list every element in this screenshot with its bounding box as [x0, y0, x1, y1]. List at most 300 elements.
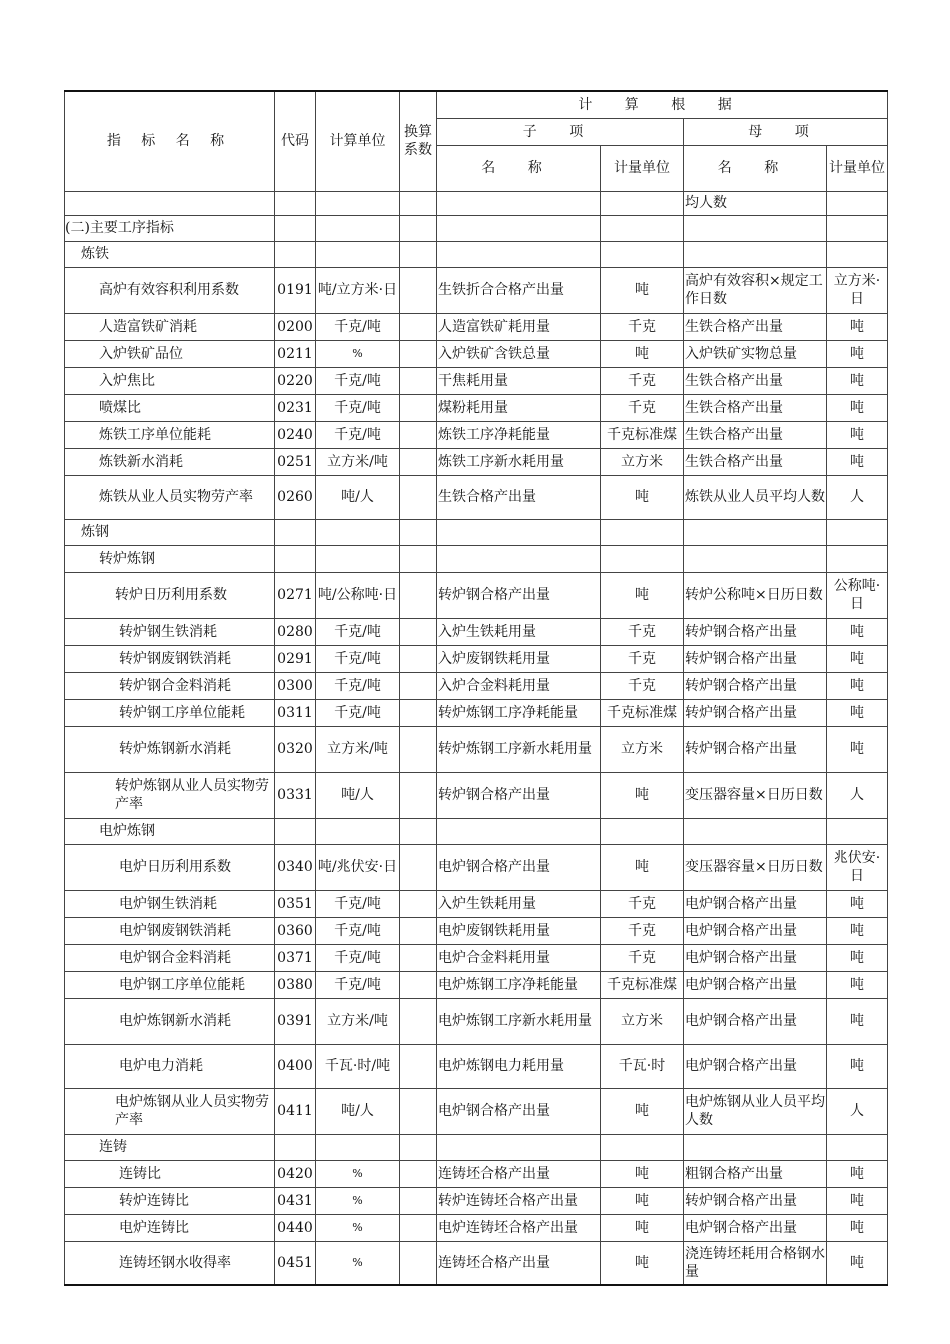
denominator-name-cell: 转炉钢合格产出量	[684, 672, 827, 699]
denominator-name-cell: 入炉铁矿实物总量	[684, 340, 827, 367]
code-cell: 0220	[275, 367, 316, 394]
unit-cell: 千克/吨	[316, 645, 400, 672]
unit-cell: 吨/兆伏安·日	[316, 844, 400, 890]
numerator-name-cell: 入炉铁矿含铁总量	[437, 340, 601, 367]
code-cell: 0440	[275, 1214, 316, 1241]
numerator-name-cell: 转炉炼钢工序新水耗用量	[437, 726, 601, 772]
numerator-unit-cell: 千克	[601, 618, 684, 645]
table-row	[65, 645, 888, 672]
denominator-unit-cell: 吨	[827, 313, 888, 340]
conversion-cell	[400, 267, 437, 313]
conversion-cell	[400, 191, 437, 215]
code-cell	[275, 818, 316, 844]
table-row	[65, 545, 888, 572]
denominator-unit-cell: 人	[827, 475, 888, 519]
unit-cell	[316, 519, 400, 545]
numerator-name-cell: 转炉钢合格产出量	[437, 772, 601, 818]
table-row	[65, 340, 888, 367]
numerator-name-cell: 入炉合金料耗用量	[437, 672, 601, 699]
table-row	[65, 572, 888, 618]
denominator-name-cell: 转炉公称吨×日历日数	[684, 572, 827, 618]
code-cell	[275, 545, 316, 572]
code-cell: 0320	[275, 726, 316, 772]
indicator-name-cell: 电炉炼钢从业人员实物劳产率	[65, 1088, 275, 1134]
indicator-name-cell: 转炉日历利用系数	[65, 572, 275, 618]
table-row	[65, 1214, 888, 1241]
numerator-name-cell: 电炉连铸坯合格产出量	[437, 1214, 601, 1241]
indicator-name-cell: 转炉钢工序单位能耗	[65, 699, 275, 726]
numerator-name-cell: 煤粉耗用量	[437, 394, 601, 421]
table-row	[65, 1160, 888, 1187]
code-cell: 0211	[275, 340, 316, 367]
conversion-cell	[400, 944, 437, 971]
denominator-unit-cell: 吨	[827, 998, 888, 1044]
indicator-name-cell: 电炉钢废钢铁消耗	[65, 917, 275, 944]
code-cell: 0340	[275, 844, 316, 890]
numerator-name-cell: 电炉炼钢工序净耗能量	[437, 971, 601, 998]
table-row	[65, 215, 888, 241]
denominator-name-cell: 生铁合格产出量	[684, 421, 827, 448]
conversion-cell	[400, 572, 437, 618]
code-cell: 0271	[275, 572, 316, 618]
indicator-name-cell: 电炉连铸比	[65, 1214, 275, 1241]
denominator-unit-cell	[827, 191, 888, 215]
denominator-unit-cell: 公称吨·日	[827, 572, 888, 618]
numerator-unit-cell: 千克	[601, 672, 684, 699]
unit-cell: 千克/吨	[316, 944, 400, 971]
denominator-name-cell: 变压器容量×日历日数	[684, 772, 827, 818]
table-row	[65, 1044, 888, 1088]
denominator-unit-cell: 吨	[827, 672, 888, 699]
denominator-unit-cell: 兆伏安·日	[827, 844, 888, 890]
conversion-cell	[400, 545, 437, 572]
header-denominator: 母 项	[684, 118, 888, 145]
code-cell: 0200	[275, 313, 316, 340]
code-cell: 0251	[275, 448, 316, 475]
numerator-name-cell: 连铸坯合格产出量	[437, 1241, 601, 1285]
conversion-cell	[400, 998, 437, 1044]
header-den-name: 名 称	[684, 145, 827, 191]
header-numerator: 子 项	[437, 118, 684, 145]
header-basis: 计 算 根 据	[437, 91, 888, 118]
unit-cell: 千克/吨	[316, 971, 400, 998]
numerator-name-cell: 电炉钢合格产出量	[437, 844, 601, 890]
denominator-unit-cell	[827, 818, 888, 844]
indicator-name-cell	[65, 191, 275, 215]
denominator-unit-cell	[827, 545, 888, 572]
numerator-name-cell: 连铸坯合格产出量	[437, 1160, 601, 1187]
code-cell: 0331	[275, 772, 316, 818]
denominator-name-cell: 电炉钢合格产出量	[684, 998, 827, 1044]
denominator-name-cell: 转炉钢合格产出量	[684, 618, 827, 645]
denominator-name-cell: 电炉炼钢从业人员平均人数	[684, 1088, 827, 1134]
table-row	[65, 618, 888, 645]
conversion-cell	[400, 645, 437, 672]
denominator-name-cell: 均人数	[684, 191, 827, 215]
code-cell	[275, 1134, 316, 1160]
denominator-unit-cell: 吨	[827, 944, 888, 971]
numerator-name-cell: 电炉炼钢工序新水耗用量	[437, 998, 601, 1044]
indicator-name-cell: 炼铁新水消耗	[65, 448, 275, 475]
table-row	[65, 818, 888, 844]
code-cell: 0300	[275, 672, 316, 699]
indicator-name-cell: 入炉焦比	[65, 367, 275, 394]
table-row	[65, 772, 888, 818]
code-cell: 0280	[275, 618, 316, 645]
conversion-cell	[400, 475, 437, 519]
denominator-unit-cell: 吨	[827, 890, 888, 917]
numerator-name-cell: 干焦耗用量	[437, 367, 601, 394]
unit-cell	[316, 818, 400, 844]
numerator-unit-cell: 吨	[601, 340, 684, 367]
numerator-name-cell: 人造富铁矿耗用量	[437, 313, 601, 340]
denominator-unit-cell: 吨	[827, 1241, 888, 1285]
unit-cell: 吨/公称吨·日	[316, 572, 400, 618]
unit-cell: 吨/人	[316, 1088, 400, 1134]
table-row	[65, 844, 888, 890]
numerator-unit-cell	[601, 215, 684, 241]
numerator-name-cell	[437, 1134, 601, 1160]
numerator-unit-cell: 吨	[601, 844, 684, 890]
header-conversion: 换算系数	[400, 91, 437, 191]
indicator-name-cell: 高炉有效容积利用系数	[65, 267, 275, 313]
table-row	[65, 267, 888, 313]
numerator-unit-cell: 吨	[601, 475, 684, 519]
header-sub-name: 名 称	[437, 145, 601, 191]
code-cell: 0380	[275, 971, 316, 998]
indicator-name-cell: 转炉钢废钢铁消耗	[65, 645, 275, 672]
numerator-name-cell: 转炉连铸坯合格产出量	[437, 1187, 601, 1214]
numerator-name-cell	[437, 191, 601, 215]
denominator-name-cell: 生铁合格产出量	[684, 448, 827, 475]
indicator-name-cell: 电炉钢合金料消耗	[65, 944, 275, 971]
numerator-name-cell: 入炉生铁耗用量	[437, 618, 601, 645]
conversion-cell	[400, 699, 437, 726]
denominator-unit-cell: 吨	[827, 645, 888, 672]
unit-cell: %	[316, 1241, 400, 1285]
table-row	[65, 998, 888, 1044]
unit-cell: 吨/人	[316, 475, 400, 519]
denominator-unit-cell: 人	[827, 1088, 888, 1134]
unit-cell	[316, 1134, 400, 1160]
numerator-unit-cell: 千瓦·时	[601, 1044, 684, 1088]
code-cell: 0371	[275, 944, 316, 971]
denominator-unit-cell: 吨	[827, 917, 888, 944]
table-row	[65, 672, 888, 699]
unit-cell: 千克/吨	[316, 917, 400, 944]
denominator-name-cell	[684, 519, 827, 545]
table-row	[65, 890, 888, 917]
denominator-name-cell: 炼铁从业人员平均人数	[684, 475, 827, 519]
denominator-name-cell: 电炉钢合格产出量	[684, 917, 827, 944]
table-row	[65, 448, 888, 475]
unit-cell: 千克/吨	[316, 313, 400, 340]
denominator-unit-cell	[827, 519, 888, 545]
conversion-cell	[400, 772, 437, 818]
unit-cell: %	[316, 340, 400, 367]
code-cell	[275, 191, 316, 215]
table-row	[65, 971, 888, 998]
code-cell	[275, 215, 316, 241]
denominator-unit-cell: 吨	[827, 726, 888, 772]
conversion-cell	[400, 421, 437, 448]
table-row	[65, 1187, 888, 1214]
indicator-name-cell: 连铸	[65, 1134, 275, 1160]
numerator-name-cell: 生铁折合合格产出量	[437, 267, 601, 313]
numerator-unit-cell: 千克标准煤	[601, 699, 684, 726]
numerator-unit-cell: 吨	[601, 572, 684, 618]
table-row	[65, 1134, 888, 1160]
denominator-name-cell: 生铁合格产出量	[684, 394, 827, 421]
code-cell: 0311	[275, 699, 316, 726]
table-row	[65, 313, 888, 340]
numerator-unit-cell: 千克	[601, 890, 684, 917]
indicator-name-cell: 连铸比	[65, 1160, 275, 1187]
denominator-name-cell: 转炉钢合格产出量	[684, 726, 827, 772]
numerator-unit-cell: 吨	[601, 1088, 684, 1134]
numerator-unit-cell: 千克	[601, 917, 684, 944]
numerator-unit-cell: 吨	[601, 772, 684, 818]
indicator-name-cell: 喷煤比	[65, 394, 275, 421]
code-cell: 0351	[275, 890, 316, 917]
denominator-name-cell: 电炉钢合格产出量	[684, 1214, 827, 1241]
indicator-name-cell: 电炉炼钢	[65, 818, 275, 844]
conversion-cell	[400, 313, 437, 340]
conversion-cell	[400, 618, 437, 645]
code-cell: 0451	[275, 1241, 316, 1285]
numerator-unit-cell: 立方米	[601, 726, 684, 772]
numerator-unit-cell: 吨	[601, 267, 684, 313]
conversion-cell	[400, 1134, 437, 1160]
unit-cell: 立方米/吨	[316, 726, 400, 772]
numerator-name-cell: 电炉炼钢电力耗用量	[437, 1044, 601, 1088]
denominator-unit-cell: 立方米·日	[827, 267, 888, 313]
numerator-name-cell: 入炉废钢铁耗用量	[437, 645, 601, 672]
table-row	[65, 421, 888, 448]
code-cell: 0411	[275, 1088, 316, 1134]
numerator-unit-cell: 吨	[601, 1241, 684, 1285]
indicator-name-cell: 炼铁从业人员实物劳产率	[65, 475, 275, 519]
numerator-unit-cell: 千克标准煤	[601, 421, 684, 448]
indicator-name-cell: 转炉炼钢	[65, 545, 275, 572]
conversion-cell	[400, 818, 437, 844]
unit-cell: %	[316, 1214, 400, 1241]
denominator-unit-cell	[827, 215, 888, 241]
conversion-cell	[400, 672, 437, 699]
numerator-unit-cell: 吨	[601, 1160, 684, 1187]
numerator-unit-cell: 吨	[601, 1187, 684, 1214]
numerator-name-cell	[437, 818, 601, 844]
numerator-unit-cell: 千克	[601, 313, 684, 340]
table-row	[65, 519, 888, 545]
code-cell: 0291	[275, 645, 316, 672]
denominator-unit-cell	[827, 241, 888, 267]
table-row	[65, 726, 888, 772]
denominator-name-cell	[684, 241, 827, 267]
conversion-cell	[400, 367, 437, 394]
numerator-unit-cell: 千克	[601, 394, 684, 421]
denominator-name-cell: 生铁合格产出量	[684, 367, 827, 394]
table-row	[65, 475, 888, 519]
conversion-cell	[400, 917, 437, 944]
unit-cell: 千克/吨	[316, 367, 400, 394]
table-row	[65, 191, 888, 215]
conversion-cell	[400, 726, 437, 772]
header-unit: 计算单位	[316, 91, 400, 191]
numerator-unit-cell	[601, 241, 684, 267]
unit-cell: 立方米/吨	[316, 998, 400, 1044]
unit-cell: 千克/吨	[316, 421, 400, 448]
numerator-unit-cell: 吨	[601, 1214, 684, 1241]
table-row	[65, 367, 888, 394]
unit-cell: 吨/人	[316, 772, 400, 818]
denominator-unit-cell: 吨	[827, 1214, 888, 1241]
numerator-unit-cell: 千克标准煤	[601, 971, 684, 998]
denominator-name-cell: 粗钢合格产出量	[684, 1160, 827, 1187]
numerator-unit-cell: 立方米	[601, 448, 684, 475]
unit-cell: 千克/吨	[316, 672, 400, 699]
denominator-unit-cell: 吨	[827, 421, 888, 448]
denominator-unit-cell: 吨	[827, 1187, 888, 1214]
denominator-unit-cell: 吨	[827, 1044, 888, 1088]
denominator-name-cell: 转炉钢合格产出量	[684, 1187, 827, 1214]
indicator-name-cell: 转炉炼钢新水消耗	[65, 726, 275, 772]
denominator-unit-cell: 人	[827, 772, 888, 818]
unit-cell: %	[316, 1160, 400, 1187]
code-cell: 0231	[275, 394, 316, 421]
numerator-unit-cell	[601, 545, 684, 572]
numerator-unit-cell	[601, 191, 684, 215]
indicator-name-cell: 电炉钢生铁消耗	[65, 890, 275, 917]
denominator-name-cell	[684, 1134, 827, 1160]
denominator-name-cell: 转炉钢合格产出量	[684, 699, 827, 726]
code-cell: 0240	[275, 421, 316, 448]
denominator-name-cell: 电炉钢合格产出量	[684, 890, 827, 917]
indicator-name-cell: 电炉电力消耗	[65, 1044, 275, 1088]
conversion-cell	[400, 241, 437, 267]
denominator-name-cell: 变压器容量×日历日数	[684, 844, 827, 890]
table-row	[65, 241, 888, 267]
numerator-name-cell: 炼铁工序新水耗用量	[437, 448, 601, 475]
indicator-name-cell: 电炉日历利用系数	[65, 844, 275, 890]
conversion-cell	[400, 890, 437, 917]
header-indicator-name: 指 标 名 称	[65, 91, 275, 191]
code-cell: 0400	[275, 1044, 316, 1088]
denominator-name-cell	[684, 545, 827, 572]
table-row	[65, 1241, 888, 1285]
code-cell	[275, 519, 316, 545]
table-row	[65, 944, 888, 971]
header-code: 代码	[275, 91, 316, 191]
numerator-unit-cell	[601, 818, 684, 844]
conversion-cell	[400, 519, 437, 545]
conversion-cell	[400, 215, 437, 241]
unit-cell: 千克/吨	[316, 890, 400, 917]
conversion-cell	[400, 1241, 437, 1285]
indicator-name-cell: 转炉钢生铁消耗	[65, 618, 275, 645]
denominator-unit-cell: 吨	[827, 340, 888, 367]
indicator-name-cell: 人造富铁矿消耗	[65, 313, 275, 340]
numerator-name-cell: 转炉炼钢工序净耗能量	[437, 699, 601, 726]
conversion-cell	[400, 1187, 437, 1214]
denominator-unit-cell: 吨	[827, 367, 888, 394]
indicator-name-cell: 入炉铁矿品位	[65, 340, 275, 367]
numerator-name-cell	[437, 519, 601, 545]
unit-cell	[316, 241, 400, 267]
unit-cell: %	[316, 1187, 400, 1214]
indicator-name-cell: 转炉钢合金料消耗	[65, 672, 275, 699]
numerator-unit-cell: 立方米	[601, 998, 684, 1044]
numerator-name-cell	[437, 241, 601, 267]
conversion-cell	[400, 340, 437, 367]
table-row	[65, 1088, 888, 1134]
conversion-cell	[400, 1088, 437, 1134]
unit-cell: 立方米/吨	[316, 448, 400, 475]
numerator-name-cell: 炼铁工序净耗能量	[437, 421, 601, 448]
code-cell: 0191	[275, 267, 316, 313]
code-cell: 0260	[275, 475, 316, 519]
denominator-unit-cell: 吨	[827, 971, 888, 998]
denominator-name-cell: 电炉钢合格产出量	[684, 1044, 827, 1088]
indicator-name-cell: 电炉钢工序单位能耗	[65, 971, 275, 998]
numerator-unit-cell: 千克	[601, 645, 684, 672]
conversion-cell	[400, 971, 437, 998]
unit-cell: 千瓦·时/吨	[316, 1044, 400, 1088]
denominator-name-cell	[684, 818, 827, 844]
numerator-unit-cell: 千克	[601, 944, 684, 971]
indicator-name-cell: 连铸坯钢水收得率	[65, 1241, 275, 1285]
denominator-unit-cell: 吨	[827, 699, 888, 726]
denominator-name-cell	[684, 215, 827, 241]
numerator-name-cell: 电炉废钢铁耗用量	[437, 917, 601, 944]
conversion-cell	[400, 844, 437, 890]
denominator-name-cell: 转炉钢合格产出量	[684, 645, 827, 672]
conversion-cell	[400, 1160, 437, 1187]
denominator-name-cell: 电炉钢合格产出量	[684, 971, 827, 998]
denominator-unit-cell: 吨	[827, 448, 888, 475]
indicator-name-cell: (二)主要工序指标	[65, 215, 275, 241]
unit-cell: 千克/吨	[316, 618, 400, 645]
conversion-cell	[400, 394, 437, 421]
numerator-unit-cell: 千克	[601, 367, 684, 394]
denominator-unit-cell: 吨	[827, 618, 888, 645]
numerator-name-cell: 电炉合金料耗用量	[437, 944, 601, 971]
numerator-name-cell	[437, 215, 601, 241]
denominator-name-cell: 生铁合格产出量	[684, 313, 827, 340]
numerator-unit-cell	[601, 519, 684, 545]
conversion-cell	[400, 1214, 437, 1241]
code-cell: 0431	[275, 1187, 316, 1214]
numerator-name-cell	[437, 545, 601, 572]
conversion-cell	[400, 448, 437, 475]
numerator-name-cell: 转炉钢合格产出量	[437, 572, 601, 618]
conversion-cell	[400, 1044, 437, 1088]
indicator-name-cell: 炼铁工序单位能耗	[65, 421, 275, 448]
numerator-name-cell: 生铁合格产出量	[437, 475, 601, 519]
denominator-unit-cell: 吨	[827, 394, 888, 421]
indicator-name-cell: 转炉连铸比	[65, 1187, 275, 1214]
unit-cell: 吨/立方米·日	[316, 267, 400, 313]
denominator-name-cell: 高炉有效容积×规定工作日数	[684, 267, 827, 313]
header-den-unit: 计量单位	[827, 145, 888, 191]
denominator-name-cell: 浇连铸坯耗用合格钢水量	[684, 1241, 827, 1285]
unit-cell	[316, 215, 400, 241]
indicator-name-cell: 转炉炼钢从业人员实物劳产率	[65, 772, 275, 818]
unit-cell: 千克/吨	[316, 699, 400, 726]
numerator-name-cell: 入炉生铁耗用量	[437, 890, 601, 917]
table-row	[65, 917, 888, 944]
indicator-table	[64, 90, 888, 1286]
